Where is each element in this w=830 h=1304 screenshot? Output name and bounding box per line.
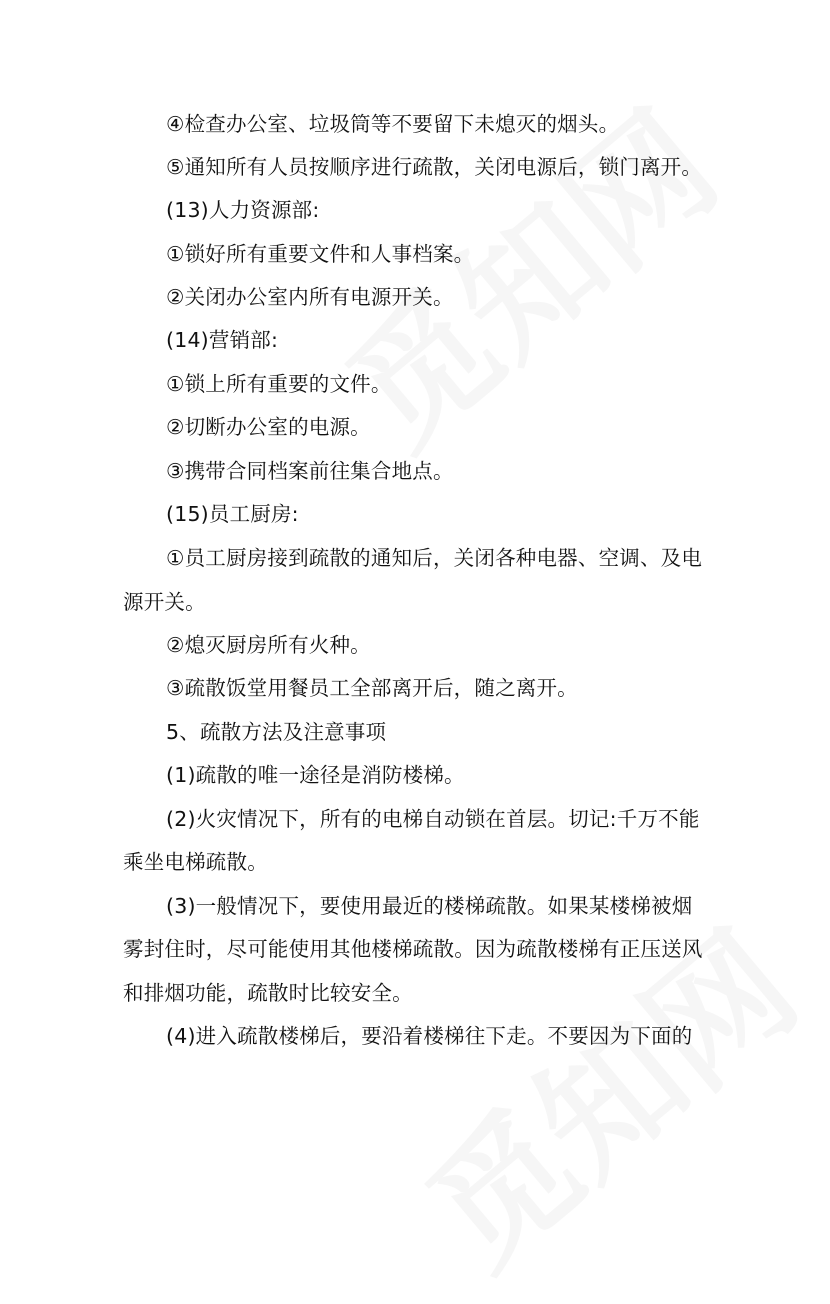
section-heading: (15)员工厨房: <box>166 502 299 526</box>
text-line: 乘坐电梯疏散。 <box>123 850 268 874</box>
text-line: ④检查办公室、垃圾筒等不要留下未熄灭的烟头。 <box>166 112 620 136</box>
text-line: ③疏散饭堂用餐员工全部离开后，随之离开。 <box>166 676 578 700</box>
text-line: ⑤通知所有人员按顺序进行疏散，关闭电源后，锁门离开。 <box>166 155 703 179</box>
text-line: (3)一般情况下，要使用最近的楼梯疏散。如果某楼梯被烟 <box>166 894 693 918</box>
text-line: ②切断办公室的电源。 <box>166 415 371 439</box>
text-line: ①员工厨房接到疏散的通知后，关闭各种电器、空调、及电 <box>166 546 703 570</box>
text-line: 源开关。 <box>123 590 206 614</box>
section-heading: (14)营销部: <box>166 328 279 352</box>
text-line: (4)进入疏散楼梯后，要沿着楼梯往下走。不要因为下面的 <box>166 1024 693 1048</box>
text-line: 和排烟功能，疏散时比较安全。 <box>123 981 413 1005</box>
text-line: ②熄灭厨房所有火种。 <box>166 633 371 657</box>
text-line: 雾封住时，尽可能使用其他楼梯疏散。因为疏散楼梯有正压送风 <box>123 937 703 961</box>
text-line: ①锁上所有重要的文件。 <box>166 372 392 396</box>
section-heading: (13)人力资源部: <box>166 198 320 222</box>
text-line: (2)火灾情况下，所有的电梯自动锁在首层。切记:千万不能 <box>166 807 700 831</box>
section-heading: 5、疏散方法及注意事项 <box>166 720 387 744</box>
text-line: ②关闭办公室内所有电源开关。 <box>166 285 454 309</box>
text-line: ③携带合同档案前往集合地点。 <box>166 459 454 483</box>
text-line: (1)疏散的唯一途径是消防楼梯。 <box>166 763 465 787</box>
text-line: ①锁好所有重要文件和人事档案。 <box>166 242 475 266</box>
